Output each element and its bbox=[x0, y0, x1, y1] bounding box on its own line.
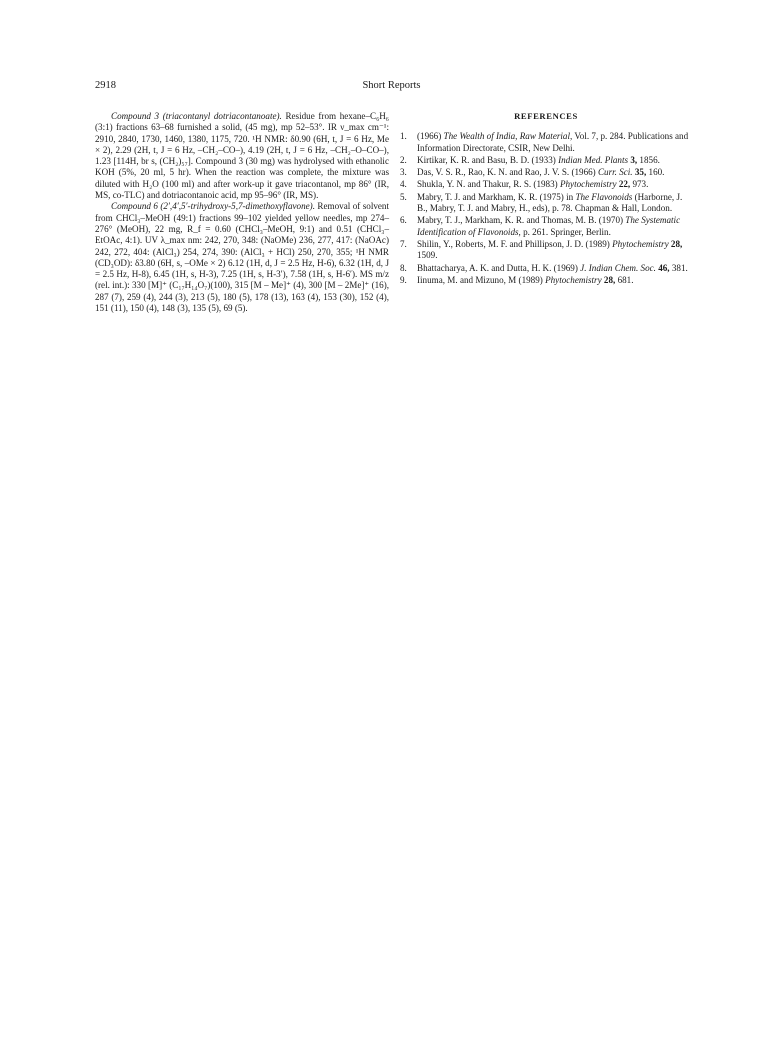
left-column bbox=[95, 111, 389, 314]
reference-authors: (1966) bbox=[417, 131, 444, 142]
reference-source: The Flavonoids bbox=[575, 191, 633, 202]
running-title: Short Reports bbox=[362, 80, 421, 91]
reference-item bbox=[400, 167, 692, 178]
reference-authors: Bhattacharya, A. K. and Dutta, H. K. (1969) bbox=[417, 262, 581, 273]
reference-details: (Harborne, J. B., Mabry, T. J. and Mabry, H., eds), p. 78. Chapman & Hall, London. bbox=[417, 191, 683, 214]
compound3-label: Compound 3 bbox=[111, 111, 160, 121]
reference-volume: 35, bbox=[634, 167, 647, 178]
compound3-name: (triacontanyl dotriacontanoate). bbox=[162, 111, 282, 121]
reference-source: Indian Med. Plants bbox=[558, 154, 629, 165]
reference-item bbox=[400, 275, 692, 286]
compound6-text: Removal of solvent from CHCl₃–MeOH (49:1) fractions 99–102 yielded yellow needles, mp 274–276° (MeOH), 22 mg, R_f = 0.60 (CHCl₃–MeOH, 9:1) and 0.51 (CHCl₃–EtOAc, 4:1). UV λ_max nm: 242, 270, 348: (NaOMe) 236, 277, 417: (NaOAc) 242, 272, 404: (AlCl₃) 254, 274, 390: (AlCl₃ + HCl) 250, 270, 355; ¹H NMR (CD₃OD): δ3.80 (6H, s, –OMe × 2) 6.12 (1H, d, J = 2.5 Hz, H-6), 6.32 (1H, d, J = 2.5 Hz, H-8), 6.45 (1H, s, H-3), 7.25 (1H, s, H-3′), 7.58 (1H, s, H-6′). MS m/z (rel. int.): 330 [M]⁺ (C₁₇H₁₄O₇)(100), 315 [M – Me]⁺ (4), 300 [M – 2Me]⁺ (16), 287 (7), 259 (4), 244 (3), 213 (5), 180 (5), 178 (13), 163 (4), 153 (30), 152 (4), 151 (11), 150 (4), 148 (3), 135 (5), 69 (5). bbox=[95, 201, 389, 314]
reference-source: Curr. Sci. bbox=[597, 167, 633, 178]
reference-source: J. Indian Chem. Soc. bbox=[580, 262, 656, 273]
reference-number: 9. bbox=[400, 274, 407, 285]
compound6-name: (2′,4′,5′-trihydroxy-5,7-dimethoxyflavone). bbox=[160, 201, 315, 212]
reference-number: 1. bbox=[400, 131, 407, 142]
reference-volume: 28, bbox=[603, 274, 616, 285]
reference-volume: 3, bbox=[630, 154, 638, 165]
reference-item bbox=[400, 192, 692, 215]
reference-pages: 1509. bbox=[417, 250, 438, 261]
reference-pages: 381. bbox=[669, 262, 688, 273]
reference-pages: 681. bbox=[615, 274, 634, 285]
compound6-paragraph bbox=[95, 201, 389, 314]
references-heading: REFERENCES bbox=[514, 111, 578, 121]
reference-authors: Mabry, T. J. and Markham, K. R. (1975) in bbox=[417, 191, 576, 202]
reference-number: 6. bbox=[400, 215, 407, 226]
reference-details: Vol. 7, p. 284. Publications and Information Directorate, CSIR, New Delhi. bbox=[417, 131, 689, 153]
reference-source: The Wealth of India, Raw Material, bbox=[443, 131, 573, 142]
reference-source: The Systematic Identification of Flavonoids, bbox=[417, 215, 681, 237]
reference-item bbox=[400, 131, 692, 154]
page-header bbox=[95, 80, 688, 94]
reference-source: Phytochemistry bbox=[545, 274, 602, 285]
reference-item bbox=[400, 155, 692, 166]
reference-item bbox=[400, 239, 692, 262]
reference-item bbox=[400, 215, 692, 238]
reference-pages: 160. bbox=[646, 167, 665, 178]
reference-source: Phytochemistry bbox=[612, 238, 669, 249]
reference-number: 7. bbox=[400, 238, 407, 249]
reference-pages: 1856. bbox=[637, 154, 660, 165]
reference-details: p. 261. Springer, Berlin. bbox=[520, 226, 611, 237]
reference-number: 8. bbox=[400, 262, 407, 273]
reference-volume: 22, bbox=[618, 179, 631, 190]
reference-authors: Shilin, Y., Roberts, M. F. and Phillipson, J. D. (1989) bbox=[417, 238, 613, 249]
reference-item bbox=[400, 179, 692, 190]
compound3-text: Residue from hexane–C₆H₆ (3:1) fractions 63–68 furnished a solid, (45 mg), mp 52–53°. IR ν_max cm⁻¹: 2910, 2840, 1730, 1460, 1380, 1175, 720. ¹H NMR: δ0.90 (6H, t, J = 6 Hz, Me × 2), 2.29 (2H, t, J = 6 Hz, –CH₂–CO–), 4.19 (2H, t, J = 6 Hz, –CH₂–O–CO–), 1.23 [114H, br s, (CH₂)₅₇]. Compound 3 (30 mg) was hydrolysed with ethanolic KOH (5%, 20 ml, 5 hr). When the reaction was complete, the mixture was diluted with H₂O (100 ml) and after work-up it gave triacontanol, mp 86° (IR, MS, co-TLC) and dotriacontanoic acid, mp 95–96° (IR, MS). bbox=[95, 111, 389, 201]
right-column bbox=[400, 111, 692, 287]
compound6-label: Compound 6 bbox=[111, 201, 158, 212]
reference-authors: Shukla, Y. N. and Thakur, R. S. (1983) bbox=[417, 179, 560, 190]
reference-authors: Iinuma, M. and Mizuno, M (1989) bbox=[417, 274, 546, 285]
reference-number: 3. bbox=[400, 167, 407, 178]
reference-number: 2. bbox=[400, 154, 407, 165]
reference-item bbox=[400, 263, 692, 274]
reference-authors: Das, V. S. R., Rao, K. N. and Rao, J. V. S. (1966) bbox=[417, 167, 598, 178]
reference-pages: 973. bbox=[630, 179, 649, 190]
reference-authors: Kirtikar, K. R. and Basu, B. D. (1933) bbox=[417, 154, 559, 165]
page-number: 2918 bbox=[95, 80, 116, 91]
reference-volume: 28, bbox=[670, 238, 683, 249]
reference-number: 5. bbox=[400, 191, 407, 202]
reference-source: Phytochemistry bbox=[559, 179, 617, 190]
reference-volume: 46, bbox=[658, 262, 670, 273]
reference-authors: Mabry, T. J., Markham, K. R. and Thomas, M. B. (1970) bbox=[417, 215, 626, 226]
references-list bbox=[400, 131, 692, 286]
compound3-paragraph bbox=[95, 111, 389, 201]
reference-number: 4. bbox=[400, 179, 407, 190]
